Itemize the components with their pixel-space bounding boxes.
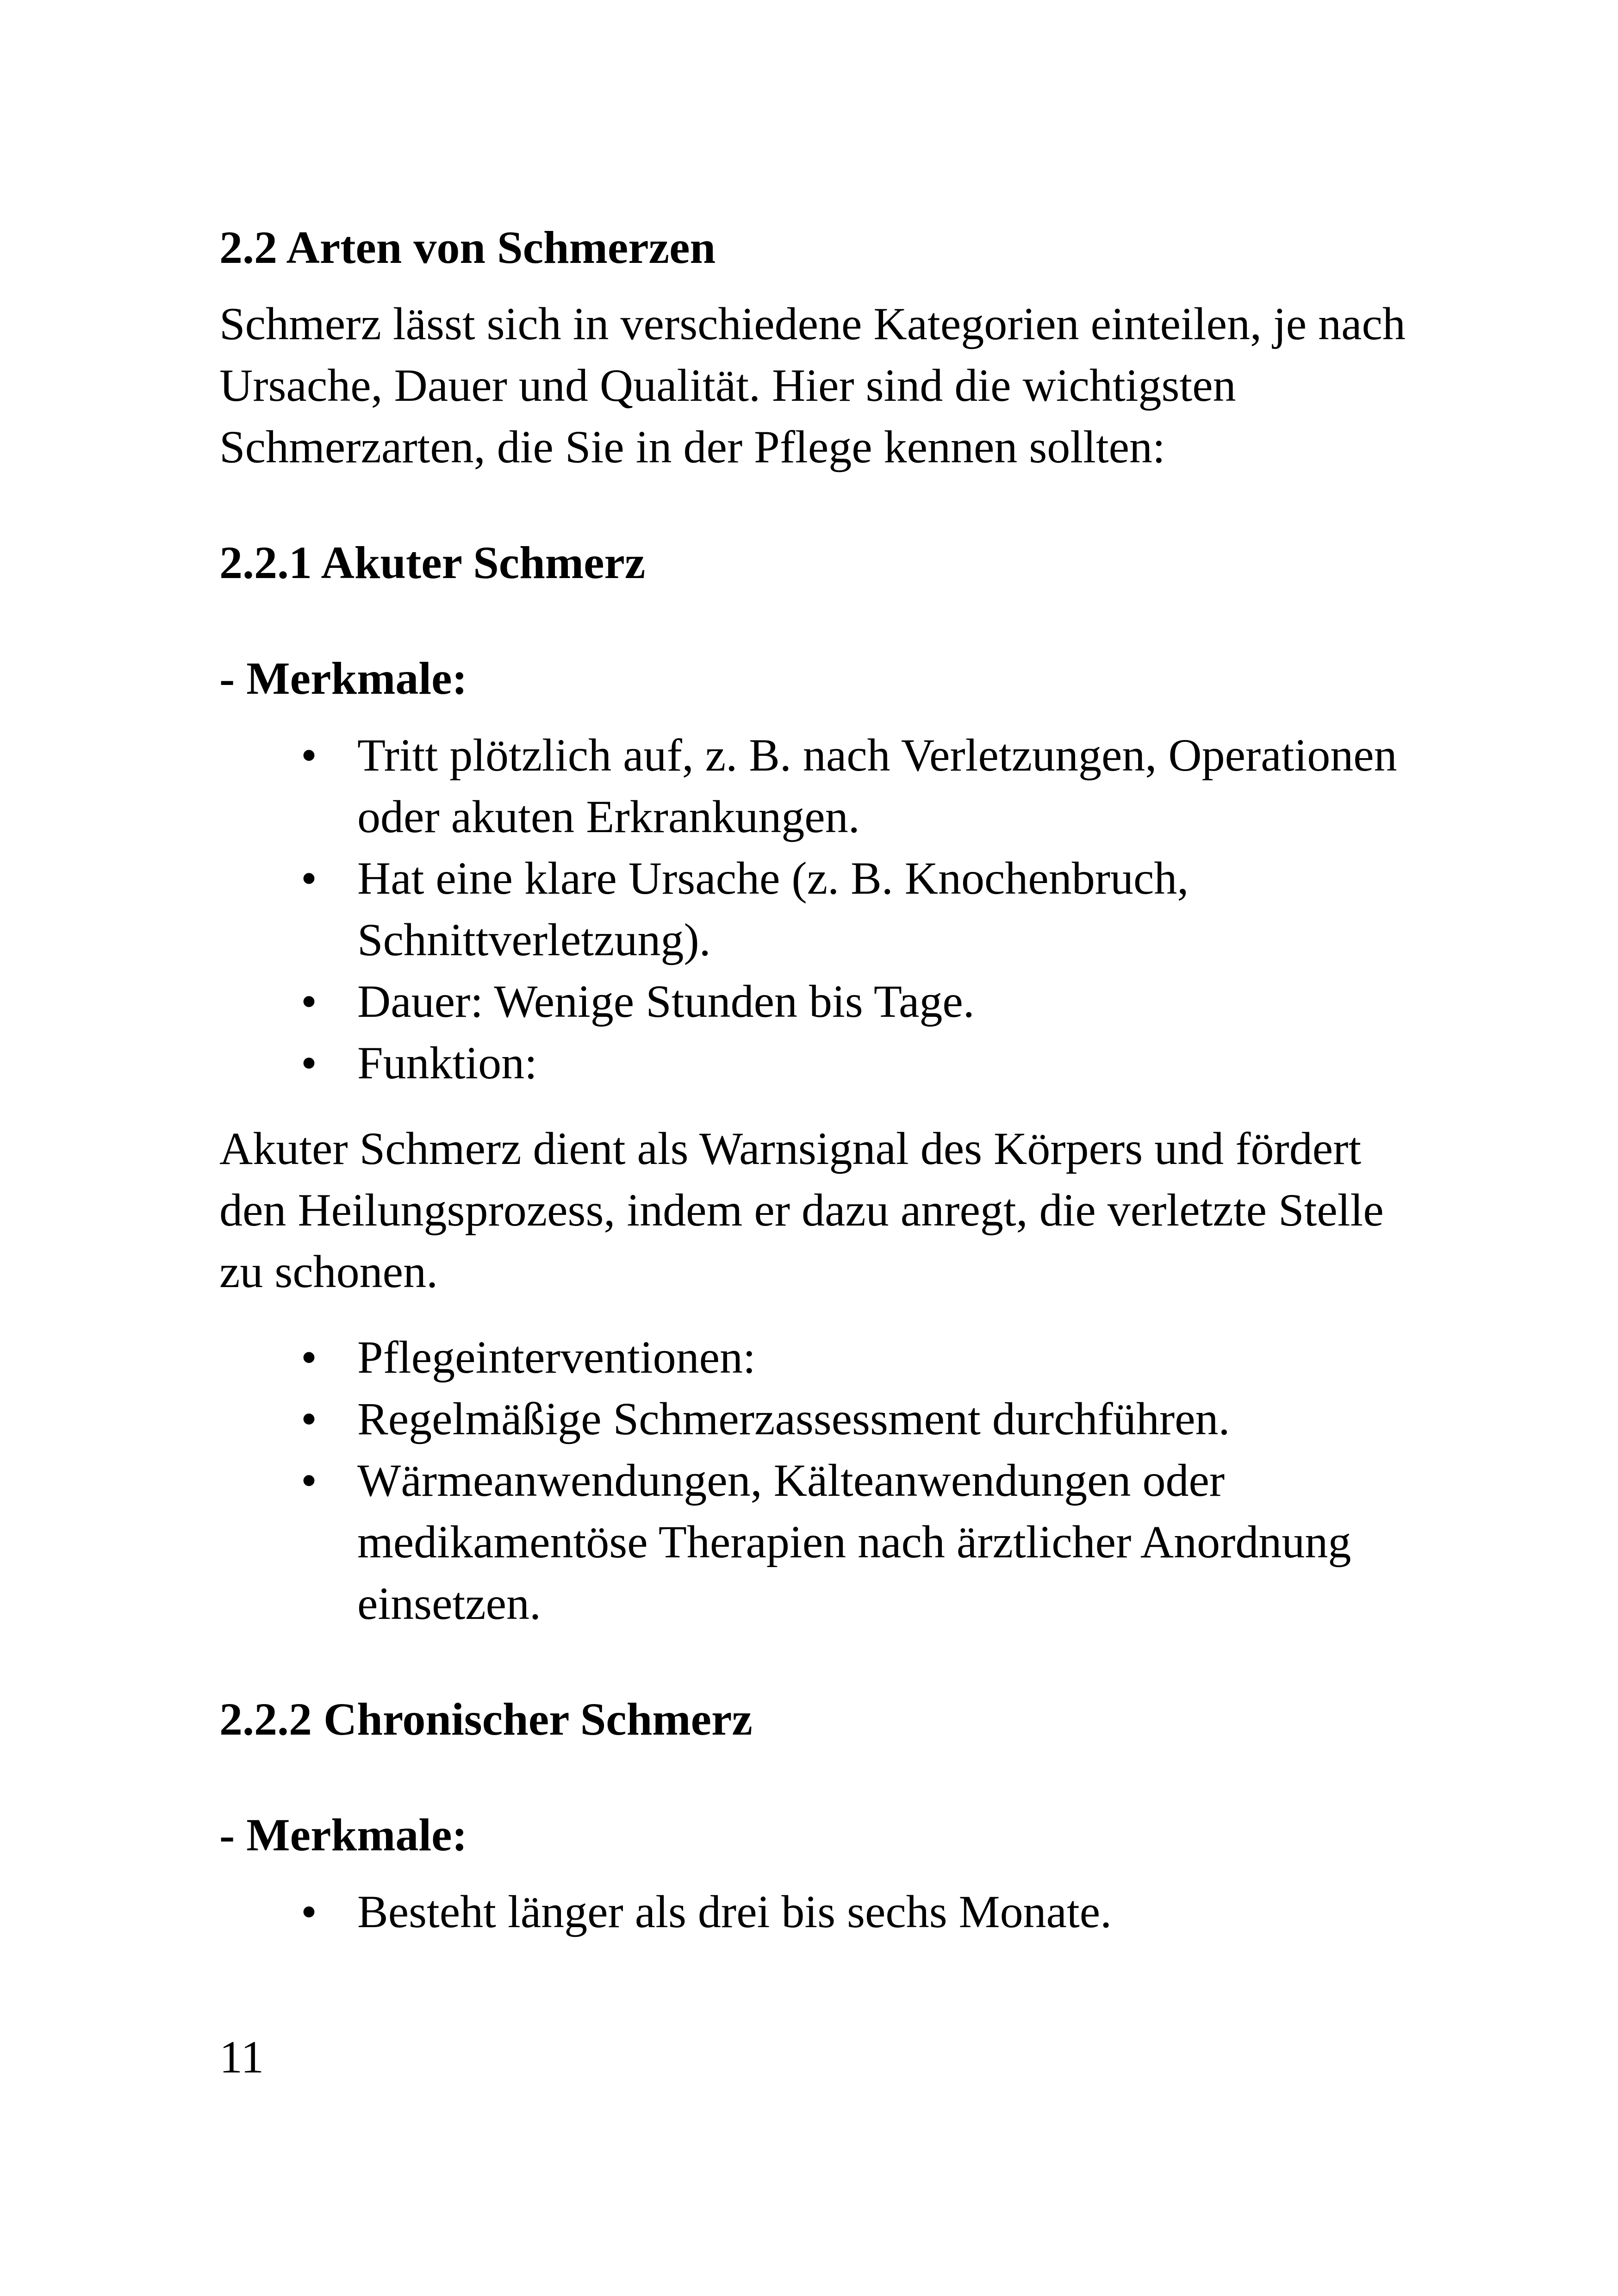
acute-pain-heading: 2.2.1 Akuter Schmerz: [219, 537, 646, 588]
intro-paragraph: Schmerz lässt sich in verschiedene Kategorien einteilen, je nach Ursache, Dauer und Qualität. Hier sind die wichtigsten Schmerzarten, die Sie in der Pflege kennen sollten:: [219, 298, 1406, 473]
acute-features-label: - Merkmale:: [219, 653, 467, 704]
list-item-text: Pflegeinterventionen:: [357, 1332, 756, 1383]
list-item: [219, 971, 1423, 1032]
list-item: [219, 1388, 1423, 1450]
list-item: [219, 1032, 1423, 1094]
list-item-text: Hat eine klare Ursache (z. B. Knochenbruch, Schnittverletzung).: [357, 852, 1189, 965]
chronic-features-list: [219, 1881, 1423, 1942]
bullet-icon: •: [301, 729, 317, 781]
acute-features-list: [219, 724, 1423, 1094]
list-item: [219, 724, 1423, 847]
list-item: [219, 1326, 1423, 1388]
list-item: [219, 847, 1423, 971]
bullet-icon: •: [301, 1037, 317, 1089]
acute-interventions-list: [219, 1326, 1423, 1634]
list-item-text: Besteht länger als drei bis sechs Monate.: [357, 1886, 1112, 1937]
list-item-text: Wärmeanwendungen, Kälteanwendungen oder medikamentöse Therapien nach ärztlicher Anordnung einsetzen.: [357, 1455, 1351, 1629]
bullet-icon: •: [301, 976, 317, 1027]
bullet-icon: •: [301, 852, 317, 904]
list-item-text: Dauer: Wenige Stunden bis Tage.: [357, 976, 975, 1027]
list-item-text: Funktion:: [357, 1037, 537, 1089]
acute-function-paragraph: Akuter Schmerz dient als Warnsignal des Körpers und fördert den Heilungsprozess, indem er dazu anregt, die verletzte Stelle zu schonen.: [219, 1123, 1384, 1297]
list-item: [219, 1450, 1423, 1634]
chronic-features-label: - Merkmale:: [219, 1809, 467, 1860]
section-heading: 2.2 Arten von Schmerzen: [219, 222, 716, 273]
list-item-text: Tritt plötzlich auf, z. B. nach Verletzungen, Operationen oder akuten Erkrankungen.: [357, 729, 1397, 842]
bullet-icon: •: [301, 1393, 317, 1444]
bullet-icon: •: [301, 1455, 317, 1506]
chronic-pain-heading: 2.2.2 Chronischer Schmerz: [219, 1693, 753, 1745]
page-content: [219, 217, 1423, 1942]
list-item: [219, 1881, 1423, 1942]
list-item-text: Regelmäßige Schmerzassessment durchführen.: [357, 1393, 1230, 1444]
bullet-icon: •: [301, 1332, 317, 1383]
bullet-icon: •: [301, 1886, 317, 1937]
page-number: 11: [219, 2031, 264, 2083]
